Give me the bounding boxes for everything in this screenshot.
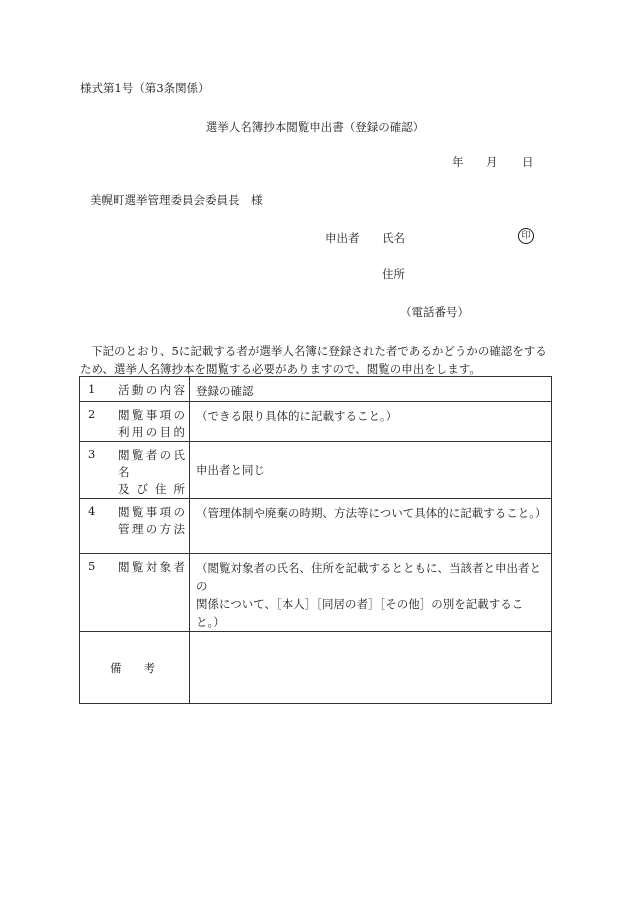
intro-paragraph (80, 342, 550, 378)
row-label: 利用の目的 (118, 425, 185, 439)
address-label: 住所 (382, 267, 405, 281)
row-value: （できる限り具体的に記載すること。） (196, 409, 398, 423)
applicant-label: 申出者 (325, 231, 360, 245)
seal-mark: 印 (518, 228, 534, 244)
row-label: 閲覧事項の (118, 505, 185, 519)
row-value-cell[interactable] (190, 377, 552, 402)
row-value: （管理体制や廃棄の時期、方法等について具体的に記載すること。） (196, 506, 547, 520)
row-value-cell[interactable] (190, 554, 552, 632)
form-number: 様式第1号（第3条関係） (80, 81, 210, 95)
row-label: 閲覧対象者 (118, 560, 185, 574)
row-label-cell (80, 499, 190, 554)
date-month: 月 (486, 155, 498, 169)
row-number: 2 (88, 407, 96, 421)
phone-label: （電話番号） (400, 305, 469, 319)
row-label-cell (80, 377, 190, 402)
remarks-row (80, 632, 552, 704)
row-value: 関係について、［本人］［同居の者］［その他］の別を記載すること。） (196, 597, 524, 629)
row-label: 活動の内容 (118, 383, 185, 397)
addressee: 美幌町選挙管理委員会委員長 様 (90, 193, 263, 207)
row-number: 3 (88, 447, 96, 461)
row-value: （閲覧対象者の氏名、住所を記載するとともに、当該者と申出者との (196, 561, 541, 593)
table-row (80, 402, 552, 442)
table-row (80, 442, 552, 499)
row-label: 閲覧事項の (118, 408, 185, 422)
document-title: 選挙人名簿抄本閲覧申出書（登録の確認） (205, 120, 425, 134)
table-row (80, 499, 552, 554)
row-label-cell (80, 402, 190, 442)
row-number: 1 (88, 382, 96, 396)
row-label-cell (80, 442, 190, 499)
row-value: 登録の確認 (196, 384, 254, 398)
row-value-cell[interactable] (190, 442, 552, 499)
date-line (452, 154, 534, 170)
table-row (80, 554, 552, 632)
name-label: 氏名 (382, 231, 405, 245)
row-label-cell (80, 554, 190, 632)
row-number: 5 (88, 559, 96, 573)
row-value-cell[interactable] (190, 402, 552, 442)
application-table (79, 376, 552, 704)
row-label: 管理の方法 (118, 522, 185, 536)
remarks-value-cell[interactable] (190, 632, 552, 704)
row-label: 閲覧者の氏名 (118, 448, 185, 479)
date-day: 日 (522, 155, 534, 169)
row-number: 4 (88, 504, 96, 518)
remarks-label: 備考 (80, 632, 190, 704)
intro-line-1: 下記のとおり、5に記載する者が選挙人名簿に登録された者であるかどうかの確認をする (91, 344, 547, 358)
intro-line-2: ため、選挙人名簿抄本を閲覧する必要がありますので、閲覧の申出をします。 (80, 362, 481, 376)
row-value: 申出者と同じ (196, 463, 265, 477)
row-label: 及び住所 (118, 482, 185, 496)
date-year: 年 (452, 155, 464, 169)
table-row (80, 377, 552, 402)
row-value-cell[interactable] (190, 499, 552, 554)
